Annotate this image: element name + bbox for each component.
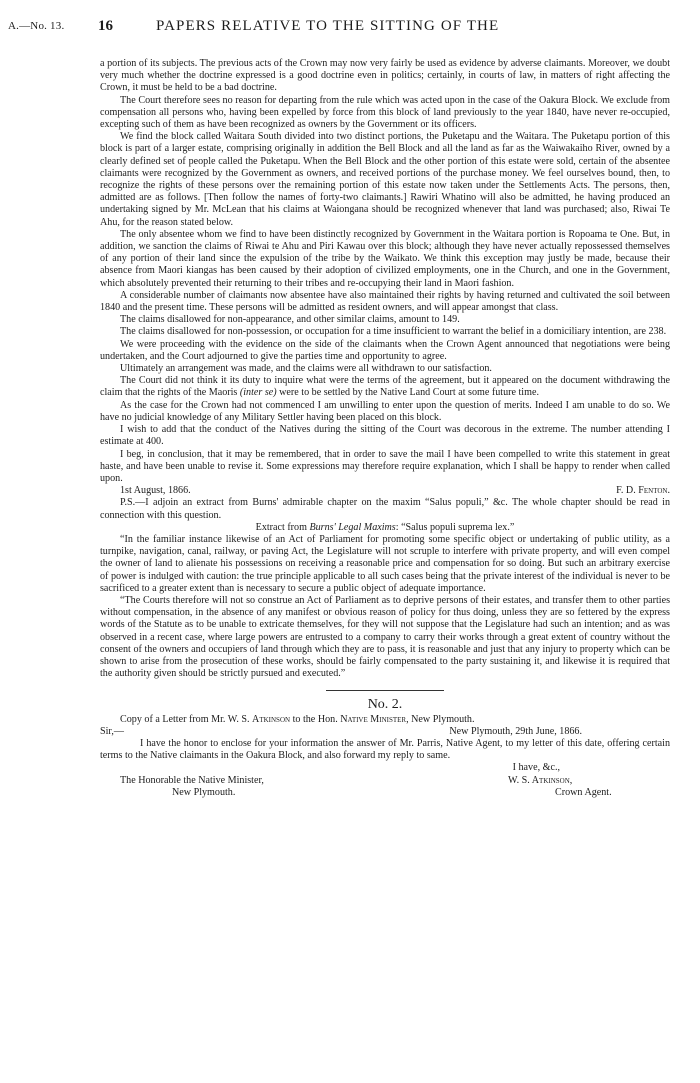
addressee-line-2: New Plymouth.: [172, 786, 236, 798]
letter-closing: I have, &c.,: [512, 762, 560, 774]
paragraph-waitara-south: We find the block called Waitara South divided into two distinct portions, the Puketapu and the Waitara. The Puketapu portion of this block is part of a larger estate, comprising originally in addition the Bell Block and all the land as far as the Waiwakaiho River, owned by a clearly defined set of people called the Puketapu. When the Bell Block and the other portion of this estate were sold, certain of the absentee claimants were recognized by the Government as owners, and received portions of the purchase money. We feel ourselves bound, then, to recognize the rights of these persons over the remaining portion of this estate now taken under the Settlements Acts. The persons, then, admitted are as follows. [Then follow the names of forty-two claimants.] Rawiri Whatino will also be admitted, he having produced an undertaking signed by Mr. McLean that his claims at Waiongana should be recognized whenever that land was purchased; also, Riwai Te Ahu, for the reason stated below.: [100, 131, 670, 228]
paragraph-conduct: I wish to add that the conduct of the Natives during the sitting of the Court was decorous in the extreme. The number attending I estimate at 400.: [100, 424, 670, 448]
page-header: [0, 18, 700, 40]
caption-name: Atkinson: [252, 713, 291, 725]
running-title: PAPERS RELATIVE TO THE SITTING OF THE: [156, 18, 500, 34]
letter-caption: [100, 714, 670, 726]
signature-block: [100, 775, 670, 803]
paragraph-conclusion: I beg, in conclusion, that it may be remembered, that in order to save the mail I have been compelled to write this statement in great haste, and have been unable to revise it. Some expressions may therefore require explanation, which I shall be happy to render when called upon.: [100, 448, 670, 484]
quote-paragraph-2: “The Courts therefore will not so construe an Act of Parliament as to deprive persons of their estates, and transfer them to other parties without compensation, in the absence of any manifest or obvious reason of policy for thus doing, unless they are so fettered by the express words of the Statute as to be unable to extricate themselves, for they will not suppose that the Legislature had such an intention; and as was observed in a recent case, where large powers are entrusted to a company to carry their works through a great extent of country without the consent of the owners and occupiers of land through which they are to pass, it is reasonable and just that any injury to property which can be shown to arise from the prosecution of these works, should be fairly compensated to the party sustaining it, and likewise it is required that the authority given should be strictly pursued and executed.”: [100, 594, 670, 680]
paragraph-agreement-terms: [100, 375, 670, 399]
agreement-text-b: were to be settled by the Native Land Court at some future time.: [276, 387, 539, 399]
document-body: [100, 58, 670, 803]
caption-text-b: to the Hon.: [290, 713, 341, 725]
extract-heading: [100, 522, 670, 534]
salutation: Sir,—: [100, 725, 124, 737]
inter-se-emphasis: (inter se): [239, 387, 277, 399]
extract-source: Burns' Legal Maxims: [309, 521, 396, 533]
extract-text-a: Extract from: [255, 521, 310, 533]
postscript: P.S.—I adjoin an extract from Burns' admirable chapter on the maxim “Salus populi,” &c. The whole chapter should be read in connection with this question.: [100, 497, 670, 521]
paragraph-resident-owners: A considerable number of claimants now absentee have also maintained their rights by having returned and cultivated the soil between 1840 and the present time. These persons will be admitted as resident owners, and will appear amongst that class.: [100, 289, 670, 314]
paragraph-crown-acts: a portion of its subjects. The previous acts of the Crown may now very fairly be used as evidence by adverse claimants. Moreover, we doubt very much whether the doctrine expressed is a good doctrine even in politics; certainly, in courts of law, in matters of right affecting the Crown, it must be held to be a bad doctrine.: [100, 58, 670, 94]
caption-office: Native Minister: [340, 713, 407, 725]
sender-title: Crown Agent.: [555, 786, 612, 798]
quote-paragraph-1: “In the familiar instance likewise of an Act of Parliament for promoting some specific object or undertaking of public utility, as a turnpike, navigation, canal, railway, or paving Act, the Legislature will not scruple to interfere with private property, and will even compel the owner of land to alienate his possessions on receiving a reasonable price and compensation for so doing. But such an arbitrary exercise of power is indulged with caution: the true principle applicable to all such cases being that the private interest of the individual is never to be sacrificed to a greater extent than is necessary to secure a public object of adequate importance.: [100, 533, 670, 594]
agreement-text-a: The Court did not think it its duty to inquire what were the terms of the agreement, but it appeared on the document withdrawing the claim that the rights of the Maoris: [100, 375, 670, 399]
paragraph-claims-non-possession: The claims disallowed for non-possession, or occupation for a time insufficient to warrant the belief in a domiciliary intention, are 238.: [120, 326, 667, 338]
paragraph-negotiations: We were proceeding with the evidence on the side of the claimants when the Crown Agent announced that negotiations were being undertaken, and the Court adjourned to give the parties time and opportunity to agree.: [100, 338, 670, 362]
letter-place-date: New Plymouth, 29th June, 1866.: [449, 725, 582, 737]
date-signature-line: [100, 485, 670, 497]
paragraph-waitara-absentee: The only absentee whom we find to have been distinctly recognized by Government in the Waitara portion is Ropoama te One. But, in addition, we sanction the claims of Riwai te Ahu and Piri Kawau over this block; although they have never actually repossessed themselves of any portion of their land since the expulsion of the tribe by the Waikato. We think this exception may justly be made, because their absence from Maori kiangas has been caused by their adoption of civilized employments, one in the Church, and one in the Government, which absolutely prevented their returning to their tribes and re-occupying their land in Maori fashion.: [100, 228, 670, 289]
paper-reference: A.—No. 13.: [8, 20, 65, 32]
report-date: 1st August, 1866.: [120, 485, 191, 497]
page-number: 16: [98, 18, 113, 34]
paragraph-oakura-rule: The Court therefore sees no reason for departing from the rule which was acted upon in the case of the Oakura Block. We exclude from compensation all persons who, having been expelled by force from this block of land previously to the year 1840, have never re-occupied, excepting such of them as have been recognized as owners by the Government or its officers.: [100, 94, 670, 131]
section-heading: No. 2.: [367, 697, 403, 713]
paragraph-claims-non-appearance: The claims disallowed for non-appearance, and other similar claims, amount to 149.: [120, 314, 460, 326]
caption-text-c: , New Plymouth.: [406, 713, 475, 725]
salutation-line: [100, 726, 670, 738]
sender-name: W. S. Atkinson,: [508, 774, 573, 786]
addressee-line-1: The Honorable the Native Minister,: [120, 774, 264, 786]
letter-body: I have the honor to enclose for your information the answer of Mr. Parris, Native Agent, to my letter of this date, offering certain terms to the Native claimants in the Oakura Block, and also forward my reply to same.: [100, 737, 670, 762]
caption-text-a: Copy of a Letter from Mr. W. S.: [120, 713, 253, 725]
paragraph-merits: As the case for the Crown had not commenced I am unwilling to enter upon the question of merits. Indeed I am unable to do so. We have no judicial knowledge of any Military Settler having been placed on this block.: [100, 399, 670, 423]
extract-text-b: : “Salus populi suprema lex.”: [395, 521, 515, 533]
section-divider: [326, 690, 444, 691]
report-signature: F. D. Fenton.: [616, 485, 670, 497]
paragraph-arrangement: Ultimately an arrangement was made, and the claims were all withdrawn to our satisfaction.: [120, 363, 492, 375]
